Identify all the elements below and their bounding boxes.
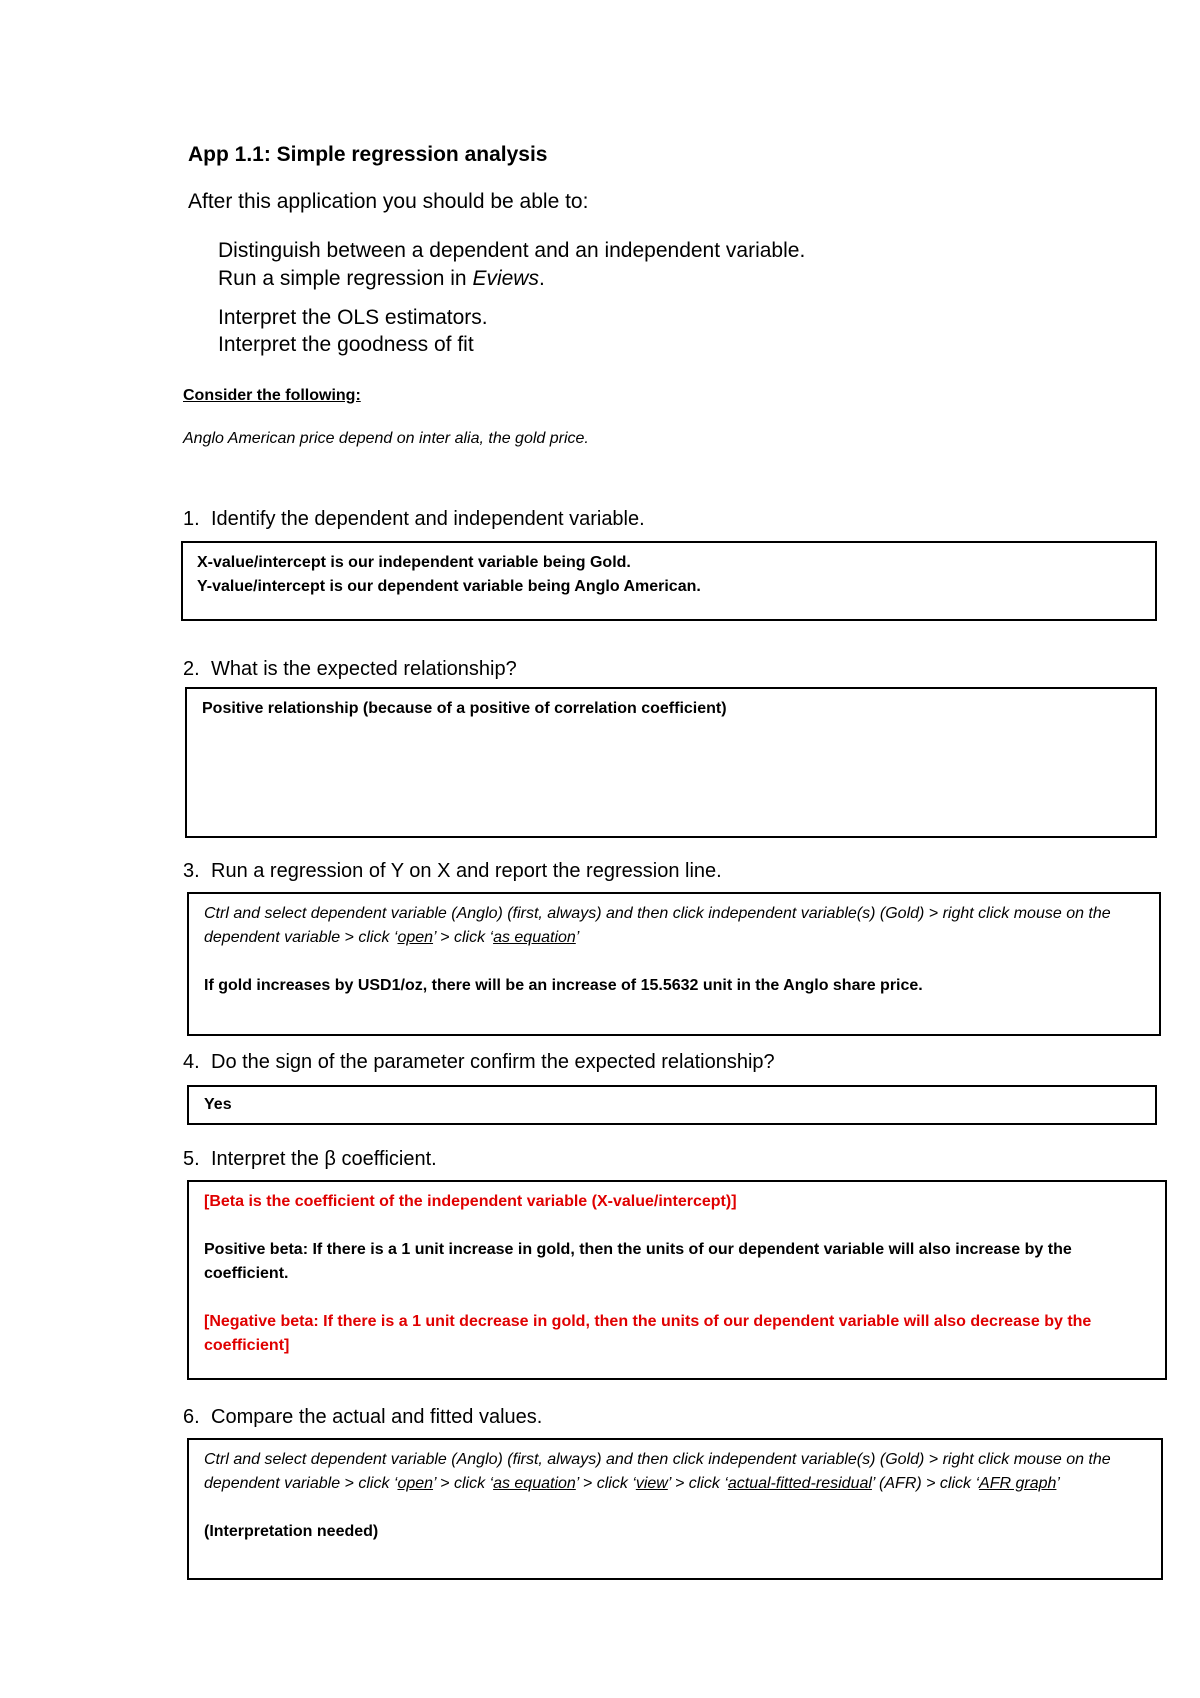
answer-note: [Beta is the coefficient of the independent variable (X-value/intercept)] <box>204 1193 737 1210</box>
answer-box-5 <box>187 1180 1167 1380</box>
question-1: 1. Identify the dependent and independent variable. <box>183 508 645 530</box>
objective-item: Distinguish between a dependent and an independent variable. <box>218 239 806 262</box>
answer-line: Positive relationship (because of a positive of correlation coefficient) <box>202 700 727 717</box>
answer-box-3 <box>187 892 1161 1036</box>
question-5: 5. Interpret the β coefficient. <box>183 1148 437 1170</box>
menu-link-actual-fitted-residual: actual-fitted-residual <box>727 1475 872 1492</box>
answer-line: (Interpretation needed) <box>204 1523 379 1540</box>
question-6: 6. Compare the actual and fitted values. <box>183 1406 543 1428</box>
menu-link-view: view <box>635 1475 668 1492</box>
answer-box-1 <box>181 541 1157 621</box>
answer-negative-beta: [Negative beta: If there is a 1 unit decrease in gold, then the units of our dependent variable will also decrease by the coefficient] <box>204 1313 1092 1354</box>
menu-link-open: open <box>397 929 434 946</box>
menu-link-afr-graph: AFR graph <box>979 1475 1057 1492</box>
menu-link-as-equation: as equation <box>493 1475 576 1492</box>
answer-box-4 <box>187 1085 1157 1125</box>
question-2: 2. What is the expected relationship? <box>183 658 517 680</box>
answer-line: Y-value/intercept is our dependent variable being Anglo American. <box>197 578 701 595</box>
objective-item: Run a simple regression in Eviews. <box>218 267 545 290</box>
instruction-text: Ctrl and select dependent variable (Anglo) (first, always) and then click independent variable(s) (Gold) > right click mouse on the dependent variable > click ‘open’ > click ‘as equation’ <box>204 905 1111 946</box>
instruction-text: Ctrl and select dependent variable (Anglo) (first, always) and then click independent variable(s) (Gold) > right click mouse on the dependent variable > click ‘open’ > click ‘as equation’ > click ‘view’ > click ‘actual-fitted-residual’ (AFR) > click ‘AFR graph’ <box>204 1451 1111 1492</box>
premise-text: Anglo American price depend on inter alia, the gold price. <box>183 430 589 447</box>
answer-line: Yes <box>204 1096 232 1113</box>
answer-line: X-value/intercept is our independent variable being Gold. <box>197 554 631 571</box>
objective-item: Interpret the OLS estimators. <box>218 306 488 329</box>
question-3: 3. Run a regression of Y on X and report the regression line. <box>183 860 722 882</box>
question-4: 4. Do the sign of the parameter confirm the expected relationship? <box>183 1051 775 1073</box>
software-name: Eviews <box>472 267 539 290</box>
objective-item: Interpret the goodness of fit <box>218 333 474 356</box>
answer-box-6 <box>187 1438 1163 1580</box>
answer-positive-beta: Positive beta: If there is a 1 unit increase in gold, then the units of our dependent variable will also increase by the coefficient. <box>204 1241 1072 1282</box>
intro-text: After this application you should be able to: <box>188 190 589 213</box>
answer-box-2 <box>185 687 1157 838</box>
consider-heading: Consider the following: <box>183 387 361 404</box>
page-title: App 1.1: Simple regression analysis <box>188 143 548 166</box>
menu-link-open: open <box>397 1475 434 1492</box>
menu-link-as-equation: as equation <box>493 929 576 946</box>
answer-line: If gold increases by USD1/oz, there will be an increase of 15.5632 unit in the Anglo share price. <box>204 977 923 994</box>
